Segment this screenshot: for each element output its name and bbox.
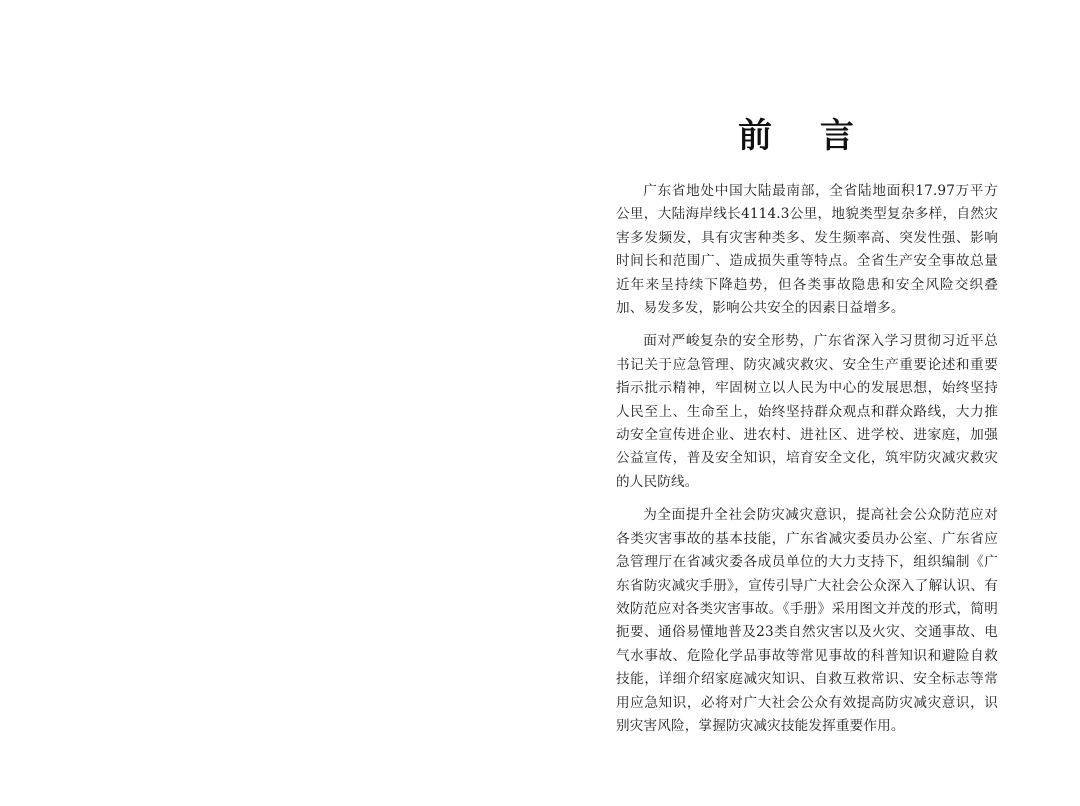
- paragraph-1: 广东省地处中国大陆最南部，全省陆地面积17.97万平方公里，大陆海岸线长4114.3公里，地貌类型复杂多样，自然灾害多发频发，具有灾害种类多、发生频率高、突发性强、影响时间长和范围广、造成损失重等特点。全省生产安全事故总量近年来呈持续下降趋势，但各类事故隐患和安全风险交织叠加、易发多发，影响公共安全的因素日益增多。: [616, 183, 998, 317]
- paragraph-3: 为全面提升全社会防灾减灾意识，提高社会公众防范应对各类灾害事故的基本技能，广东省减灾委员办公室、广东省应急管理厅在省减灾委各成员单位的大力支持下，组织编制《广东省防灾减灾手册》，宣传引导广大社会公众深入了解认识、有效防范应对各类灾害事故。《手册》采用图文并茂的形式，简明扼要、通俗易懂地普及23类自然灾害以及火灾、交通事故、电气水事故、危险化学品事故等常见事故的科普知识和避险自救技能，详细介绍家庭减灾知识、自救互救常识、安全标志等常用应急知识，必将对广大社会公众有效提高防灾减灾意识，识别灾害风险，掌握防灾减灾技能发挥重要作用。: [616, 507, 998, 734]
- preface-body: [616, 180, 998, 748]
- paragraph-2: 面对严峻复杂的安全形势，广东省深入学习贯彻习近平总书记关于应急管理、防灾减灾救灾、安全生产重要论述和重要指示批示精神，牢固树立以人民为中心的发展思想，始终坚持人民至上、生命至上，始终坚持群众观点和群众路线，大力推动安全宣传进企业、进农村、进社区、进学校、进家庭，加强公益宣传，普及安全知识，培育安全文化，筑牢防灾减灾救灾的人民防线。: [616, 333, 998, 490]
- page-title: 前 言: [738, 116, 872, 156]
